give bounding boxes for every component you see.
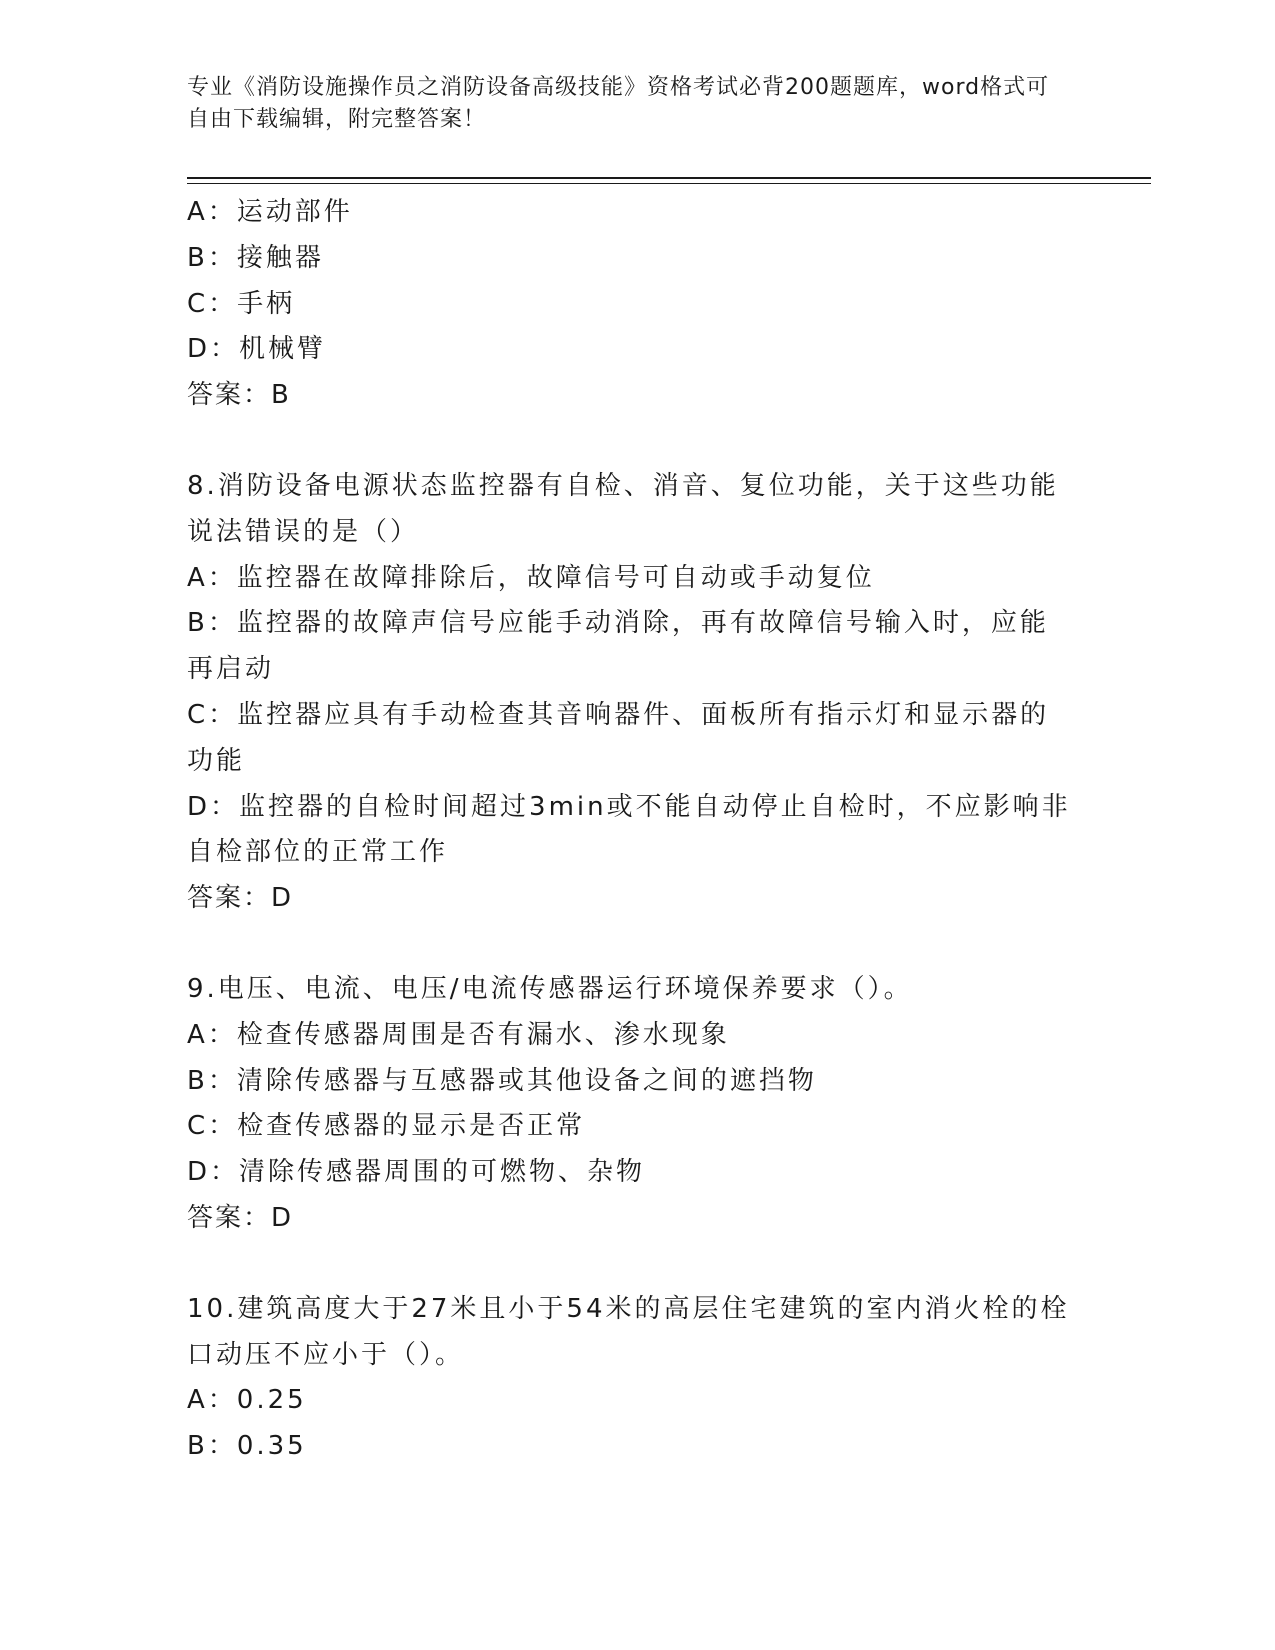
- spacer: [187, 1242, 1077, 1287]
- question-8-option-c: C：监控器应具有手动检查其音响器件、面板所有指示灯和显示器的功能: [187, 699, 1050, 776]
- question-8-stem: 8.消防设备电源状态监控器有自检、消音、复位功能，关于这些功能说法错误的是（）: [187, 470, 1059, 547]
- spacer: [187, 922, 1077, 967]
- question-7-option-c: C：手柄: [187, 288, 296, 319]
- question-7-option-d: D：机械臂: [187, 334, 327, 365]
- question-9-option-b: B：清除传感器与互感器或其他设备之间的遮挡物: [187, 1065, 817, 1096]
- question-10-stem: 10.建筑高度大于27米且小于54米的高层住宅建筑的室内消火栓的栓口动压不应小于（）。: [187, 1293, 1070, 1370]
- question-9: [187, 967, 1077, 1242]
- question-7-option-b: B：接触器: [187, 242, 324, 273]
- question-7-answer: 答案：B: [187, 380, 291, 411]
- question-9-option-a: A：检查传感器周围是否有漏水、渗水现象: [187, 1019, 730, 1050]
- question-9-answer: 答案：D: [187, 1202, 294, 1233]
- header-divider-thin: [187, 183, 1151, 184]
- question-10: [187, 1287, 1077, 1470]
- question-content: [187, 190, 1077, 1470]
- spacer: [187, 419, 1077, 464]
- header-divider-thick: [187, 177, 1151, 179]
- question-8-answer: 答案：D: [187, 883, 294, 914]
- question-7: [187, 190, 1077, 419]
- question-10-option-a: A：0.25: [187, 1385, 307, 1416]
- question-7-option-a: A：运动部件: [187, 197, 353, 227]
- question-8-option-b: B：监控器的故障声信号应能手动消除，再有故障信号输入时，应能再启动: [187, 608, 1049, 685]
- question-9-option-d: D：清除传感器周围的可燃物、杂物: [187, 1157, 646, 1188]
- question-8: [187, 464, 1077, 922]
- document-header: 专业《消防设施操作员之消防设备高级技能》资格考试必背200题题库，word格式可自由下载编辑，附完整答案！: [187, 75, 1050, 132]
- question-8-option-a: A：监控器在故障排除后，故障信号可自动或手动复位: [187, 562, 875, 593]
- question-10-option-b: B：0.35: [187, 1431, 307, 1462]
- question-9-stem: 9.电压、电流、电压/电流传感器运行环境保养要求（）。: [187, 973, 913, 1004]
- question-8-option-d: D：监控器的自检时间超过3min或不能自动停止自检时，不应影响非自检部位的正常工作: [187, 791, 1071, 868]
- question-9-option-c: C：检查传感器的显示是否正常: [187, 1111, 586, 1142]
